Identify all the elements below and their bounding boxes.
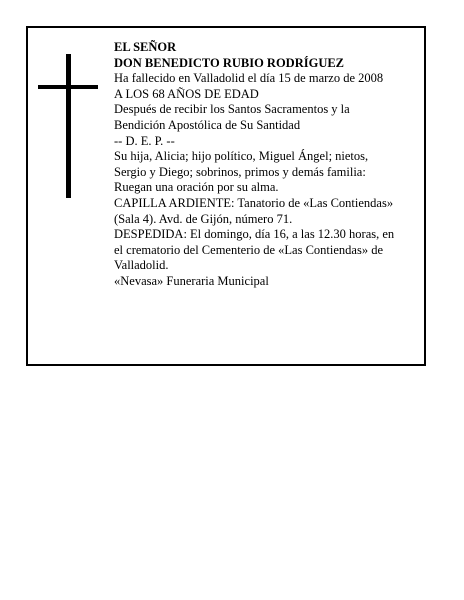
notice-text (114, 40, 424, 290)
cross-icon (38, 54, 98, 198)
death-date-line: Ha fallecido en Valladolid el día 15 de marzo de 2008 (114, 71, 384, 86)
sacraments-line-1: Después de recibir los Santos Sacramentos y la (114, 102, 350, 117)
farewell-line-2: el crematorio del Cementerio de «Las Contiendas» de (114, 242, 384, 257)
funeral-home-line: «Nevasa» Funeraria Municipal (114, 273, 269, 288)
farewell-line-1: DESPEDIDA: El domingo, día 16, a las 12.30 horas, en (114, 227, 395, 242)
title-honorific: EL SEÑOR (114, 40, 177, 54)
family-line-2: Sergio y Diego; sobrinos, primos y demás familia: (114, 164, 366, 179)
prayer-line: Ruegan una oración por su alma. (114, 180, 279, 195)
sacraments-line-2: Bendición Apostólica de Su Santidad (114, 117, 301, 132)
rip-line: -- D. E. P. -- (114, 133, 175, 148)
cross-vertical-bar (66, 54, 71, 198)
chapel-line-1: CAPILLA ARDIENTE: Tanatorio de «Las Contiendas» (114, 195, 394, 210)
family-line-1: Su hija, Alicia; hijo político, Miguel Ángel; nietos, (114, 149, 369, 164)
deceased-name: DON BENEDICTO RUBIO RODRÍGUEZ (114, 55, 345, 70)
cross-horizontal-bar (38, 85, 98, 89)
chapel-line-2: (Sala 4). Avd. de Gijón, número 71. (114, 211, 293, 226)
age-line: A LOS 68 AÑOS DE EDAD (114, 86, 259, 101)
farewell-line-3: Valladolid. (114, 258, 169, 273)
